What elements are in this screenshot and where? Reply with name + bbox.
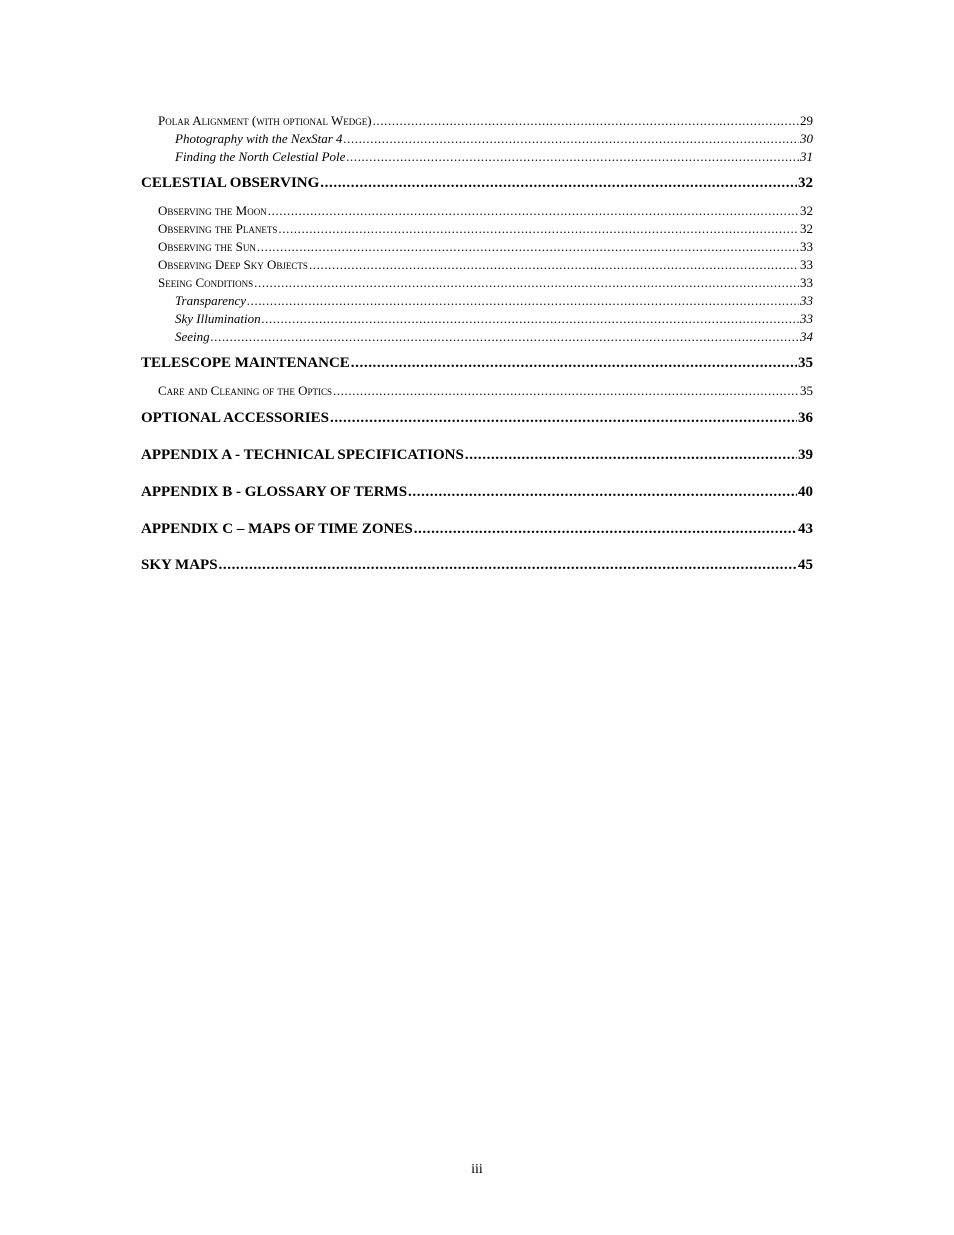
toc-entry[interactable] <box>141 382 813 400</box>
toc-entry-title: Observing the Moon <box>158 203 267 218</box>
toc-entry[interactable] <box>141 446 813 465</box>
toc-entry-page: 35 <box>800 383 813 398</box>
toc-dot-leader <box>219 556 797 575</box>
toc-entry-page: 30 <box>800 131 813 146</box>
toc-dot-leader <box>408 483 797 502</box>
toc-entry-page: 31 <box>800 149 813 164</box>
toc-entry[interactable] <box>141 483 813 502</box>
toc-dot-leader <box>309 256 799 274</box>
toc-entry-title: Transparency <box>175 293 247 308</box>
toc-entry-title: Observing the Planets <box>158 221 278 236</box>
toc-dot-leader <box>330 409 797 428</box>
toc-dot-leader <box>351 354 797 373</box>
toc-entry-page: 43 <box>798 521 813 537</box>
toc-dot-leader <box>254 274 799 292</box>
toc-entry[interactable] <box>141 328 813 346</box>
toc-entry[interactable] <box>141 520 813 539</box>
toc-entry[interactable] <box>141 174 813 193</box>
toc-entry-title: APPENDIX C – MAPS OF TIME ZONES <box>141 521 413 537</box>
toc-entry[interactable] <box>141 409 813 428</box>
toc-dot-leader <box>247 292 799 310</box>
toc-entry[interactable] <box>141 220 813 238</box>
toc-entry-title: Seeing <box>175 329 210 344</box>
toc-entry-title: Seeing Conditions <box>158 275 254 290</box>
toc-entry-title: Observing the Sun <box>158 239 256 254</box>
toc-dot-leader <box>344 130 799 148</box>
toc-entry-page: 33 <box>800 311 813 326</box>
toc-dot-leader <box>414 520 797 539</box>
toc-entry-title: SKY MAPS <box>141 557 218 573</box>
toc-entry-page: 39 <box>798 447 813 463</box>
toc-entry-page: 35 <box>798 355 813 371</box>
toc-dot-leader <box>346 148 799 166</box>
toc-entry[interactable] <box>141 256 813 274</box>
toc-entry-title: Care and Cleaning of the Optics <box>158 383 332 398</box>
toc-entry-page: 33 <box>800 239 813 254</box>
toc-entry-page: 32 <box>798 175 813 191</box>
toc-entry-title: Observing Deep Sky Objects <box>158 257 308 272</box>
toc-entry-page: 33 <box>800 275 813 290</box>
toc-entry[interactable] <box>141 354 813 373</box>
toc-dot-leader <box>465 446 797 465</box>
toc-dot-leader <box>268 202 799 220</box>
toc-entry-page: 34 <box>800 329 813 344</box>
toc-entry-page: 32 <box>800 221 813 236</box>
toc-entry[interactable] <box>141 148 813 166</box>
toc-entry[interactable] <box>141 130 813 148</box>
toc-entry-title: CELESTIAL OBSERVING <box>141 175 320 191</box>
toc-entry-title: OPTIONAL ACCESSORIES <box>141 410 329 426</box>
toc-entry-title: TELESCOPE MAINTENANCE <box>141 355 350 371</box>
toc-entry-page: 33 <box>800 293 813 308</box>
toc-entry[interactable] <box>141 112 813 130</box>
toc-entry-title: Sky Illumination <box>175 311 261 326</box>
toc-dot-leader <box>333 382 799 400</box>
toc-entry[interactable] <box>141 292 813 310</box>
toc-entry-page: 45 <box>798 557 813 573</box>
toc-dot-leader <box>262 310 799 328</box>
toc-entry-title: Polar Alignment (with optional Wedge) <box>158 113 372 128</box>
toc-entry-title: Finding the North Celestial Pole <box>175 149 346 164</box>
page-number: iii <box>471 1162 483 1177</box>
toc-entry-page: 40 <box>798 484 813 500</box>
toc-entry-page: 33 <box>800 257 813 272</box>
toc-entry-page: 32 <box>800 203 813 218</box>
toc-entry-page: 36 <box>798 410 813 426</box>
toc-entry[interactable] <box>141 202 813 220</box>
toc-entry-page: 29 <box>800 113 813 128</box>
toc-entry[interactable] <box>141 274 813 292</box>
toc-entry-title: APPENDIX A - TECHNICAL SPECIFICATIONS <box>141 447 464 463</box>
toc-entry[interactable] <box>141 310 813 328</box>
toc-entry-title: Photography with the NexStar 4 <box>175 131 343 146</box>
toc-entry[interactable] <box>141 238 813 256</box>
toc-dot-leader <box>257 238 799 256</box>
toc-entry[interactable] <box>141 556 813 575</box>
toc-dot-leader <box>373 112 799 130</box>
toc-dot-leader <box>320 174 797 193</box>
toc-dot-leader <box>211 328 799 346</box>
toc-entry-title: APPENDIX B - GLOSSARY OF TERMS <box>141 484 408 500</box>
toc-dot-leader <box>278 220 799 238</box>
